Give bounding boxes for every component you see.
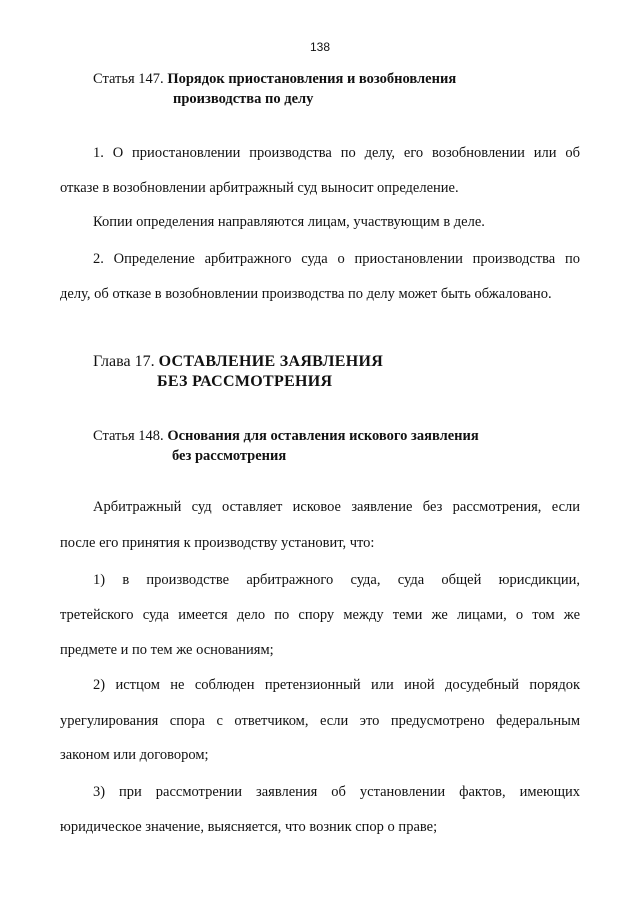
article-148-item1-line1: 1) в производстве арбитражного суда, суда общей юрисдикции, xyxy=(93,572,580,588)
article-147-title: Порядок приостановления и возобновления xyxy=(167,71,457,87)
article-147-p2: Копии определения направляются лицам, участвующим в деле. xyxy=(93,214,485,230)
chapter-17-title-cont: БЕЗ РАССМОТРЕНИЯ xyxy=(157,373,333,390)
article-147-number: Статья 147. xyxy=(93,71,164,87)
article-148-item3-line1: 3) при рассмотрении заявления об установлении фактов, имеющих xyxy=(93,784,580,800)
article-148-intro-line1: Арбитражный суд оставляет исковое заявление без рассмотрения, если xyxy=(93,499,580,515)
chapter-17-heading xyxy=(93,352,383,392)
article-147-heading xyxy=(93,69,456,109)
article-148-item2-line2: урегулирования спора с ответчиком, если это предусмотрено федеральным xyxy=(60,713,580,729)
chapter-17-title: ОСТАВЛЕНИЕ ЗАЯВЛЕНИЯ xyxy=(158,353,384,370)
article-147-p1-line1: 1. О приостановлении производства по делу, его возобновлении или об xyxy=(93,145,580,161)
article-147-p1-line2: отказе в возобновлении арбитражный суд выносит определение. xyxy=(60,180,459,196)
page-number: 138 xyxy=(309,40,331,54)
article-148-item2-line3: законом или договором; xyxy=(60,747,209,763)
article-148-item3-line2: юридическое значение, выясняется, что возник спор о праве; xyxy=(60,819,438,835)
article-148-heading xyxy=(93,426,479,466)
article-148-title: Основания для оставления искового заявления xyxy=(167,428,479,444)
article-148-item1-line3: предмете и по тем же основаниям; xyxy=(60,642,274,658)
article-148-item2-line1: 2) истцом не соблюден претензионный или иной досудебный порядок xyxy=(93,677,580,693)
article-148-intro-line2: после его принятия к производству установит, что: xyxy=(60,535,375,551)
article-147-p3-line2: делу, об отказе в возобновлении производства по делу может быть обжаловано. xyxy=(60,286,552,302)
article-148-title-cont: без рассмотрения xyxy=(172,448,287,464)
article-147-title-cont: производства по делу xyxy=(173,91,314,107)
article-148-item1-line2: третейского суда имеется дело по спору между теми же лицами, о том же xyxy=(60,607,580,623)
article-147-p3-line1: 2. Определение арбитражного суда о приостановлении производства по xyxy=(93,251,580,267)
article-148-number: Статья 148. xyxy=(93,428,164,444)
chapter-17-number: Глава 17. xyxy=(93,353,155,370)
